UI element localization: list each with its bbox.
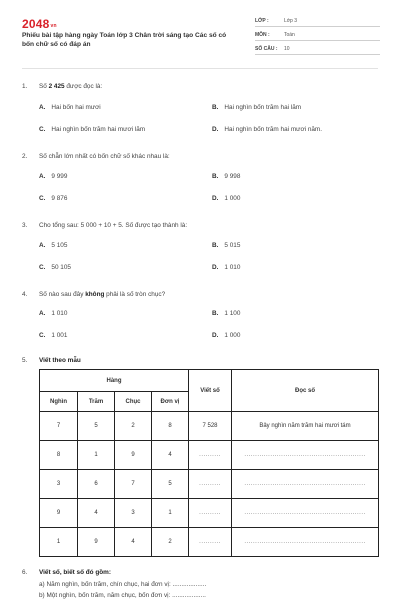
question-4-text	[39, 291, 165, 298]
table-read-cell: Bảy nghìn năm trăm hai mươi tám	[232, 412, 379, 441]
option-letter: A.	[39, 310, 46, 317]
question-1-text-bold: 2 425	[48, 83, 65, 90]
table-read-cell[interactable]: ........................................................	[232, 441, 379, 470]
question-4-text-post: phải là số tròn chục?	[104, 291, 166, 298]
meta-count	[255, 46, 380, 55]
question-6-number: 6.	[22, 569, 28, 576]
table-read-header: Đọc số	[232, 370, 379, 412]
table-cell: 5	[78, 412, 115, 441]
table-header-row	[40, 370, 379, 392]
option-letter: D.	[212, 195, 219, 202]
table-col-tens: Chục	[115, 392, 152, 412]
table-row	[40, 499, 379, 528]
option-text: 1 001	[51, 332, 68, 339]
option-text: 1 100	[224, 310, 241, 317]
table-cell: 4	[78, 499, 115, 528]
question-1-option-c[interactable]	[39, 126, 145, 133]
table-write-cell[interactable]: ..........	[189, 470, 232, 499]
option-letter: B.	[212, 310, 219, 317]
table-cell: 1	[78, 441, 115, 470]
table-col-units: Đơn vị	[152, 392, 189, 412]
question-6-line-b[interactable]: b) Một nghìn, bốn trăm, năm chục, bốn đơn vị: ...................	[39, 592, 206, 599]
table-cell: 3	[115, 499, 152, 528]
table-read-cell[interactable]: ........................................................	[232, 499, 379, 528]
option-letter: B.	[212, 173, 219, 180]
table-write-cell: 7 528	[189, 412, 232, 441]
option-text: 9 999	[51, 173, 68, 180]
option-letter: A.	[39, 242, 46, 249]
table-read-cell[interactable]: ........................................................	[232, 470, 379, 499]
option-letter: C.	[39, 264, 46, 271]
question-4-option-d[interactable]	[212, 332, 240, 339]
meta-class-value: Lớp 3	[284, 18, 298, 24]
table-cell: 8	[40, 441, 78, 470]
question-6-line-a[interactable]: a) Năm nghìn, bốn trăm, chín chục, hai đơn vị: ...................	[39, 581, 207, 588]
meta-class-label: LỚP :	[255, 18, 269, 24]
page-title: Phiếu bài tập hàng ngày Toán lớp 3 Chân trời sáng tạo Các số có bốn chữ số có đáp án	[22, 32, 227, 48]
table-cell: 2	[115, 412, 152, 441]
table-row	[40, 412, 379, 441]
table-cell: 8	[152, 412, 189, 441]
table-row	[40, 528, 379, 557]
question-5-text: Viết theo mẫu	[39, 357, 81, 364]
question-4-number: 4.	[22, 291, 28, 298]
option-text: 1 000	[224, 332, 241, 339]
question-2-option-d[interactable]	[212, 195, 240, 202]
option-letter: C.	[39, 332, 46, 339]
question-2-option-c[interactable]	[39, 195, 67, 202]
option-letter: D.	[212, 332, 219, 339]
meta-count-label: SỐ CÂU :	[255, 46, 278, 52]
table-row	[40, 470, 379, 499]
option-text: 5 105	[51, 242, 68, 249]
table-cell: 3	[40, 470, 78, 499]
option-text: 1 000	[224, 195, 241, 202]
site-logo[interactable]	[22, 17, 57, 31]
question-1-option-d[interactable]	[212, 126, 322, 133]
meta-class	[255, 18, 380, 27]
question-4-text-pre: Số nào sau đây	[39, 291, 86, 298]
question-1-option-a[interactable]	[39, 104, 101, 111]
question-2-option-b[interactable]	[212, 173, 240, 180]
question-1-text-post: được đọc là:	[64, 83, 103, 90]
question-3-option-d[interactable]	[212, 264, 240, 271]
table-col-thousands: Nghìn	[40, 392, 78, 412]
option-text: Hai nghìn bốn trăm hai lăm	[224, 104, 302, 111]
option-letter: A.	[39, 104, 46, 111]
option-letter: D.	[212, 126, 219, 133]
table-cell: 1	[152, 499, 189, 528]
question-1-text	[39, 83, 102, 90]
option-letter: C.	[39, 126, 46, 133]
table-cell: 5	[152, 470, 189, 499]
question-5-number: 5.	[22, 357, 28, 364]
question-3-number: 3.	[22, 222, 28, 229]
logo-suffix: vn	[50, 23, 57, 29]
table-cell: 1	[40, 528, 78, 557]
question-4-option-b[interactable]	[212, 310, 240, 317]
table-write-cell[interactable]: ..........	[189, 441, 232, 470]
option-text: 9 998	[224, 173, 241, 180]
table-write-cell[interactable]: ..........	[189, 499, 232, 528]
table-write-header: Viết số	[189, 370, 232, 412]
table-cell: 7	[40, 412, 78, 441]
question-6-text: Viết số, biết số đó gồm:	[39, 569, 111, 576]
table-cell: 2	[152, 528, 189, 557]
table-write-cell[interactable]: ..........	[189, 528, 232, 557]
meta-count-value: 10	[284, 46, 290, 52]
table-cell: 9	[78, 528, 115, 557]
table-cell: 7	[115, 470, 152, 499]
question-2-text: Số chẵn lớn nhất có bốn chữ số khác nhau là:	[39, 153, 170, 160]
option-letter: D.	[212, 264, 219, 271]
option-letter: C.	[39, 195, 46, 202]
question-1-text-pre: Số	[39, 83, 49, 90]
question-2-number: 2.	[22, 153, 28, 160]
table-read-cell[interactable]: ........................................................	[232, 528, 379, 557]
header-divider	[22, 68, 378, 69]
option-letter: B.	[212, 104, 219, 111]
option-text: 1 010	[224, 264, 241, 271]
question-3-option-c[interactable]	[39, 264, 71, 271]
option-text: 1 010	[51, 310, 68, 317]
option-letter: A.	[39, 173, 46, 180]
table-row	[40, 441, 379, 470]
question-4-text-bold: không	[85, 291, 105, 298]
option-text: 5 015	[224, 242, 241, 249]
option-text: 50 105	[51, 264, 71, 271]
table-cell: 4	[152, 441, 189, 470]
table-col-hundreds: Trăm	[78, 392, 115, 412]
logo-text: 2048	[22, 17, 50, 31]
meta-subject-label: MÔN :	[255, 32, 270, 38]
question-3-text: Cho tổng sau: 5 000 + 10 + 5. Số được tạo thành là:	[39, 222, 188, 229]
place-value-table	[39, 369, 379, 557]
option-text: 9 876	[51, 195, 68, 202]
table-cell: 6	[78, 470, 115, 499]
question-1-option-b[interactable]	[212, 104, 301, 111]
option-text: Hai nghìn bốn trăm hai mươi lăm	[51, 126, 146, 133]
question-4-option-a[interactable]	[39, 310, 67, 317]
question-4-option-c[interactable]	[39, 332, 67, 339]
table-cell: 9	[115, 441, 152, 470]
table-group-header: Hàng	[40, 370, 189, 392]
question-3-option-b[interactable]	[212, 242, 240, 249]
meta-subject-value: Toán	[284, 32, 295, 38]
question-1-number: 1.	[22, 83, 28, 90]
question-3-option-a[interactable]	[39, 242, 67, 249]
question-2-option-a[interactable]	[39, 173, 67, 180]
meta-subject	[255, 32, 380, 41]
option-text: Hai bốn hai mươi	[51, 104, 101, 111]
option-text: Hai nghìn bốn trăm hai mươi năm.	[224, 126, 323, 133]
table-cell: 9	[40, 499, 78, 528]
table-cell: 4	[115, 528, 152, 557]
option-letter: B.	[212, 242, 219, 249]
